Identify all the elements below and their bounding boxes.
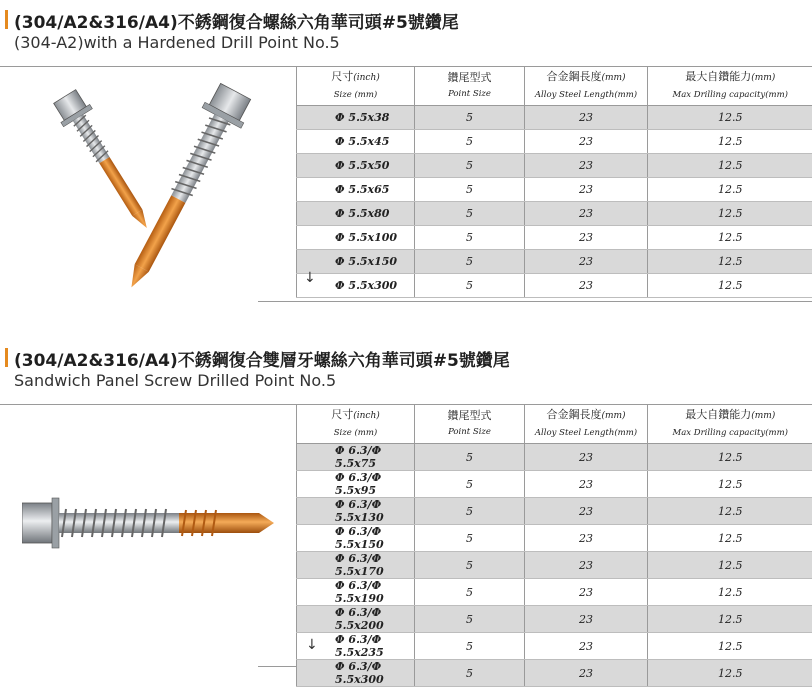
alloy-length-cell: 23 — [525, 130, 648, 154]
down-arrow-icon: ↓ — [306, 637, 318, 653]
alloy-length-cell: 23 — [525, 274, 648, 298]
section1-title-en: (304-A2)with a Hardened Drill Point No.5 — [14, 33, 340, 52]
alloy-length-cell: 23 — [525, 525, 648, 552]
table-row — [297, 178, 812, 202]
table-row — [297, 444, 812, 471]
max-drilling-cell: 12.5 — [648, 579, 812, 606]
point-size-cell: 5 — [415, 444, 525, 471]
max-drilling-cell: 12.5 — [648, 660, 812, 687]
header-size: 尺寸(inch) Size (mm) — [297, 405, 415, 444]
alloy-length-cell: 23 — [525, 106, 648, 130]
table-row — [297, 154, 812, 178]
max-drilling-cell: 12.5 — [648, 525, 812, 552]
size-cell: Φ 6.3/Φ 5.5x200 — [297, 606, 415, 633]
max-drilling-cell: 12.5 — [648, 471, 812, 498]
point-size-cell: 5 — [415, 130, 525, 154]
sandwich-panel-screw-image — [22, 493, 282, 553]
table-row — [297, 106, 812, 130]
table-row — [297, 498, 812, 525]
table-row — [297, 226, 812, 250]
size-cell: Φ 5.5x300 — [297, 274, 415, 298]
self-drilling-screws-image — [0, 70, 260, 310]
table-row — [297, 525, 812, 552]
alloy-length-cell: 23 — [525, 178, 648, 202]
section2-title-en: Sandwich Panel Screw Drilled Point No.5 — [14, 371, 336, 390]
point-size-cell: 5 — [415, 274, 525, 298]
max-drilling-cell: 12.5 — [648, 106, 812, 130]
size-cell: Φ 6.3/Φ 5.5x190 — [297, 579, 415, 606]
section2-spec-table — [296, 405, 812, 687]
table-header-row — [297, 67, 812, 106]
max-drilling-cell: 12.5 — [648, 130, 812, 154]
header-alloy-length: 合金鋼長度(mm) Alloy Steel Length(mm) — [525, 405, 648, 444]
size-cell: Φ 5.5x45 — [297, 130, 415, 154]
point-size-cell: 5 — [415, 178, 525, 202]
size-cell: Φ 6.3/Φ 5.5x75 — [297, 444, 415, 471]
alloy-length-cell: 23 — [525, 552, 648, 579]
section1-spec-table — [296, 67, 812, 298]
section1-bottom-rule — [258, 301, 812, 302]
max-drilling-cell: 12.5 — [648, 444, 812, 471]
table-row — [297, 250, 812, 274]
table-row — [297, 274, 812, 298]
alloy-length-cell: 23 — [525, 226, 648, 250]
table-row — [297, 471, 812, 498]
table-row — [297, 579, 812, 606]
size-cell: Φ 5.5x100 — [297, 226, 415, 250]
size-cell: Φ 5.5x38 — [297, 106, 415, 130]
header-max-drilling: 最大自鑽能力(mm) Max Drilling capacity(mm) — [648, 405, 812, 444]
alloy-length-cell: 23 — [525, 498, 648, 525]
point-size-cell: 5 — [415, 498, 525, 525]
header-max-drilling: 最大自鑽能力(mm) Max Drilling capacity(mm) — [648, 67, 812, 106]
point-size-cell: 5 — [415, 606, 525, 633]
size-cell: Φ 5.5x150 — [297, 250, 415, 274]
header-alloy-length: 合金鋼長度(mm) Alloy Steel Length(mm) — [525, 67, 648, 106]
size-cell: Φ 6.3/Φ 5.5x130 — [297, 498, 415, 525]
alloy-length-cell: 23 — [525, 579, 648, 606]
max-drilling-cell: 12.5 — [648, 226, 812, 250]
point-size-cell: 5 — [415, 660, 525, 687]
alloy-length-cell: 23 — [525, 444, 648, 471]
max-drilling-cell: 12.5 — [648, 178, 812, 202]
max-drilling-cell: 12.5 — [648, 154, 812, 178]
point-size-cell: 5 — [415, 471, 525, 498]
table-row — [297, 130, 812, 154]
header-size: 尺寸(inch) Size (mm) — [297, 67, 415, 106]
down-arrow-icon: ↓ — [304, 270, 316, 286]
size-cell: Φ 6.3/Φ 5.5x300 — [297, 660, 415, 687]
header-point-size: 鑽尾型式 Point Size — [415, 67, 525, 106]
point-size-cell: 5 — [415, 525, 525, 552]
max-drilling-cell: 12.5 — [648, 498, 812, 525]
size-cell: Φ 6.3/Φ 5.5x150 — [297, 525, 415, 552]
point-size-cell: 5 — [415, 106, 525, 130]
table-row — [297, 552, 812, 579]
point-size-cell: 5 — [415, 579, 525, 606]
max-drilling-cell: 12.5 — [648, 606, 812, 633]
alloy-length-cell: 23 — [525, 606, 648, 633]
size-cell: Φ 6.3/Φ 5.5x95 — [297, 471, 415, 498]
size-cell: Φ 5.5x50 — [297, 154, 415, 178]
table-row — [297, 660, 812, 687]
table-row — [297, 202, 812, 226]
max-drilling-cell: 12.5 — [648, 202, 812, 226]
max-drilling-cell: 12.5 — [648, 552, 812, 579]
point-size-cell: 5 — [415, 250, 525, 274]
point-size-cell: 5 — [415, 552, 525, 579]
point-size-cell: 5 — [415, 154, 525, 178]
section1-title-zh: (304/A2&316/A4)不銹鋼復合螺絲六角華司頭#5號鑽尾 — [14, 8, 459, 33]
alloy-length-cell: 23 — [525, 250, 648, 274]
alloy-length-cell: 23 — [525, 202, 648, 226]
alloy-length-cell: 23 — [525, 660, 648, 687]
size-cell: Φ 5.5x80 — [297, 202, 415, 226]
section2-title-zh: (304/A2&316/A4)不銹鋼復合雙層牙螺絲六角華司頭#5號鑽尾 — [14, 346, 510, 371]
table-row — [297, 606, 812, 633]
max-drilling-cell: 12.5 — [648, 274, 812, 298]
alloy-length-cell: 23 — [525, 633, 648, 660]
table-header-row — [297, 405, 812, 444]
point-size-cell: 5 — [415, 633, 525, 660]
header-point-size: 鑽尾型式 Point Size — [415, 405, 525, 444]
size-cell: Φ 5.5x65 — [297, 178, 415, 202]
max-drilling-cell: 12.5 — [648, 250, 812, 274]
point-size-cell: 5 — [415, 226, 525, 250]
table-row — [297, 633, 812, 660]
size-cell: Φ 6.3/Φ 5.5x170 — [297, 552, 415, 579]
size-cell: Φ 6.3/Φ 5.5x235 — [297, 633, 415, 660]
alloy-length-cell: 23 — [525, 471, 648, 498]
alloy-length-cell: 23 — [525, 154, 648, 178]
point-size-cell: 5 — [415, 202, 525, 226]
max-drilling-cell: 12.5 — [648, 633, 812, 660]
